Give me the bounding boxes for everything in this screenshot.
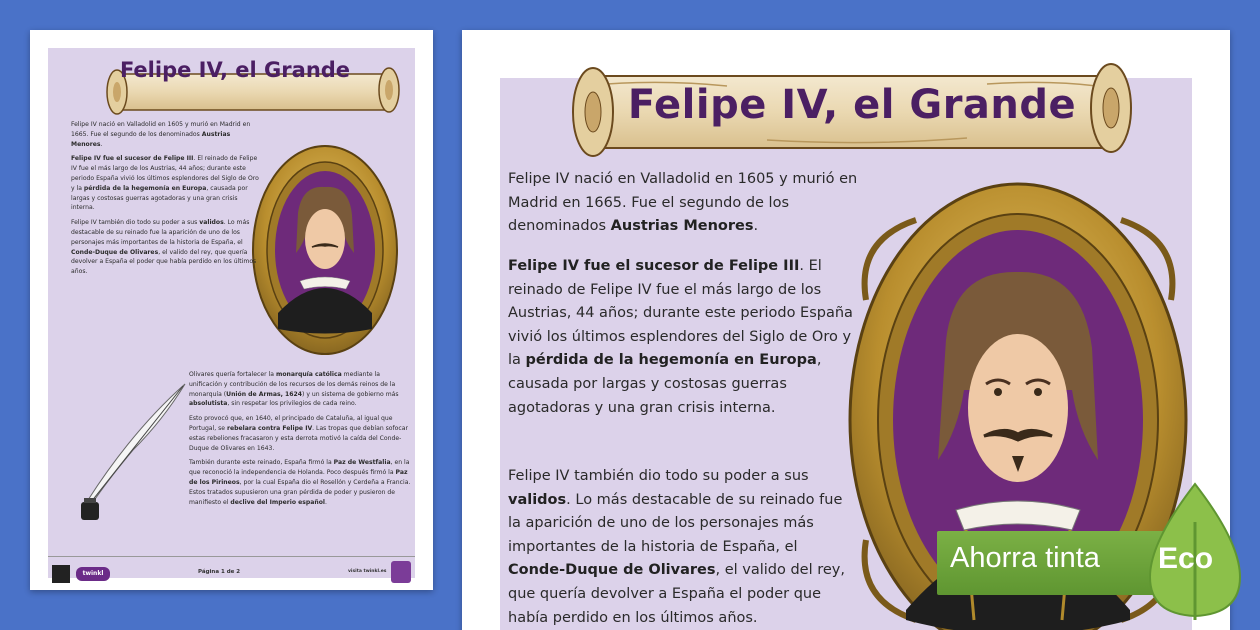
twinkl-logo: twinkl xyxy=(76,567,110,581)
paragraph xyxy=(71,120,261,149)
paragraph xyxy=(508,168,858,239)
text: validos xyxy=(199,219,224,227)
text: . xyxy=(753,218,759,235)
text: Olivares quería fortalecer la xyxy=(189,371,276,378)
text: , el valido del rey, que quería devolver a España el poder que había perdido en los últimos años. xyxy=(71,248,257,276)
paragraph xyxy=(71,154,261,213)
text: absolutista xyxy=(189,400,228,408)
text: Felipe IV nació en Valladolid en 1605 y murió en Madrid en 1665. Fue el segundo de los denominados xyxy=(71,121,251,138)
text: . Lo más destacable de su reinado fue la aparición de uno de los personajes más importantes de la historia de España, el xyxy=(508,491,843,555)
text: Felipe IV nació en Valladolid en 1605 y murió en Madrid en 1665. Fue el segundo de los denominados xyxy=(508,171,858,235)
text: Austrias Menores xyxy=(71,130,231,148)
text: , causada por largas y costosas guerras agotadoras y una gran crisis interna. xyxy=(508,352,822,416)
text: Unión de Armas, 1624 xyxy=(226,390,302,398)
text: . El reinado de Felipe IV fue el más largo de los Austrias, 44 años; durante este periodo España vivió los últimos esplendores del Siglo de Oro y la xyxy=(508,258,853,369)
text: rebelara contra Felipe IV xyxy=(226,424,313,432)
text: Felipe IV también dio todo su poder a sus xyxy=(508,468,809,484)
text: ) y un sistema de gobierno más xyxy=(302,390,399,398)
text: Paz de Westfalia xyxy=(333,459,391,467)
text: declive del Imperio español xyxy=(230,498,325,506)
page-number: Página 1 de 2 xyxy=(198,569,241,575)
paragraph xyxy=(508,465,858,630)
text: Felipe IV fue el sucesor de Felipe III xyxy=(508,258,800,274)
quill-pen-icon xyxy=(73,370,193,530)
paragraph xyxy=(189,414,411,453)
paragraph xyxy=(508,255,858,420)
portrait-frame-icon xyxy=(250,143,400,357)
text: , causada por largas y costosas guerras agotadoras y una gran crisis interna. xyxy=(71,184,248,212)
brand-badge-icon xyxy=(391,561,411,583)
text: , sin respetar los privilegios de cada reino. xyxy=(227,400,357,408)
text: Conde-Duque de Olivares xyxy=(508,562,716,579)
text: validos xyxy=(508,491,567,508)
text: Paz de los Pirineos xyxy=(189,469,408,486)
text: . xyxy=(100,140,103,148)
text: Austrias Menores xyxy=(610,218,754,235)
qr-code-icon xyxy=(52,565,70,583)
text: . xyxy=(325,498,327,506)
paragraph xyxy=(71,218,261,277)
text: , en la que reconoció la independencia de Holanda. Poco después firmó la xyxy=(189,459,410,477)
paragraph xyxy=(189,370,411,409)
eco-word: Eco xyxy=(1158,542,1214,575)
page-title: Felipe IV, el Grande xyxy=(119,58,351,82)
thumbnail-text-column xyxy=(71,120,261,282)
content-panel xyxy=(48,48,415,578)
text: Felipe IV fue el sucesor de Felipe III xyxy=(71,155,194,163)
text: . Las tropas que debían sofocar estas rebeliones fracasaron y esta derrota motivó la caída del Conde-Duque de Olivares en 1643. xyxy=(189,424,408,452)
text: . El reinado de Felipe IV fue el más largo de los Austrias, 44 años; durante este periodo España vivió los últimos esplendores del Siglo de Oro y la xyxy=(71,155,259,192)
eco-label: Ahorra tinta xyxy=(950,542,1100,574)
text: pérdida de la hegemonía en Europa xyxy=(83,184,207,192)
text: Conde-Duque de Olivares xyxy=(71,248,159,256)
text: pérdida de la hegemonía en Europa xyxy=(525,352,817,369)
text: . Lo más destacable de su reinado fue la aparición de uno de los personajes más importantes de la historia de España, el xyxy=(71,219,250,246)
text: También durante este reinado, España firmó la xyxy=(189,459,334,467)
page-thumbnail[interactable] xyxy=(30,30,433,590)
text: Esto provocó que, en 1640, el principado de Cataluña, al igual que Portugal, se xyxy=(189,415,393,432)
page-footer xyxy=(48,556,415,586)
text: , por la cual España dio el Rosellón y Cerdeña a Francia. Estos tratados supusieron una gran pérdida de poder y pusieron de manifiesto el xyxy=(189,478,411,506)
thumbnail-text-column-lower xyxy=(189,370,411,512)
text: mediante la unificación y contribución de los recursos de los demás reinos de la monarquía ( xyxy=(189,371,396,398)
text: Felipe IV también dio todo su poder a sus xyxy=(71,219,200,227)
footer-url: visita twinkl.es xyxy=(348,569,387,574)
page-title: Felipe IV, el Grande xyxy=(627,82,1077,128)
text: monarquía católica xyxy=(275,371,342,378)
paragraph xyxy=(189,458,411,507)
text: , el valido del rey, que quería devolver a España el poder que había perdido en los últimos años. xyxy=(508,562,845,626)
